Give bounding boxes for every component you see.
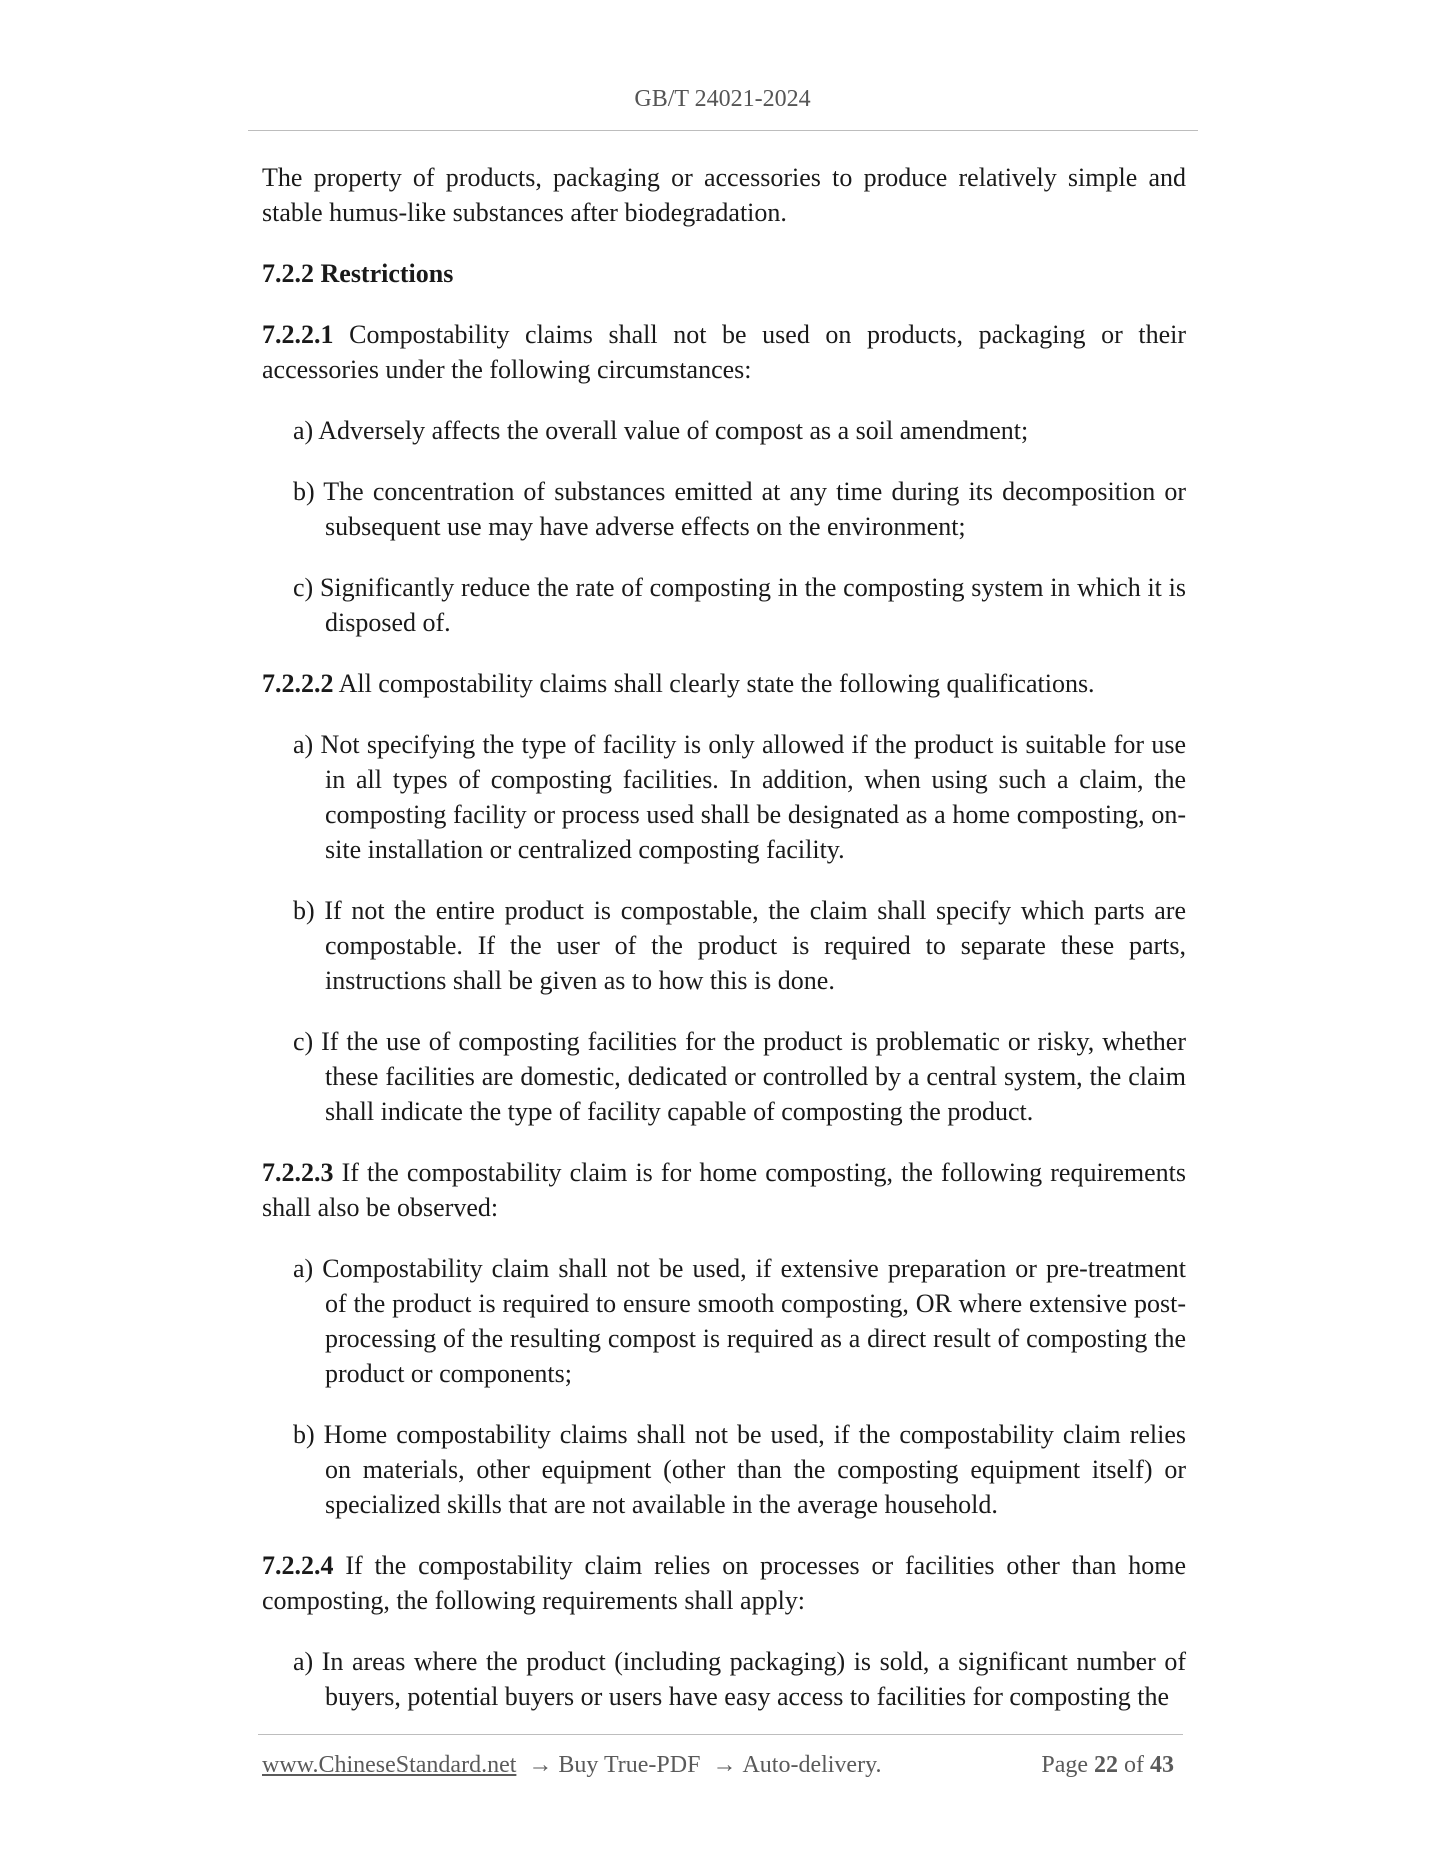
footer-divider — [258, 1734, 1183, 1735]
clause-number: 7.2.2.1 — [262, 320, 334, 349]
page-indicator — [1041, 1752, 1180, 1779]
clause-number: 7.2.2.4 — [262, 1551, 334, 1580]
clause-7-2-2-3 — [262, 1155, 1186, 1225]
list-item: a) Compostability claim shall not be used, if extensive preparation or pre-treatment of the product is required to ensure smooth composting, OR where extensive post-processing of the resulting compost is required as a direct result of composting the product or components; — [293, 1254, 1186, 1388]
clause-text: All compostability claims shall clearly state the following qualifications. — [333, 669, 1095, 698]
buy-text: Buy True-PDF — [558, 1752, 701, 1778]
header-standard-number: GB/T 24021-2024 — [634, 86, 811, 112]
list-item: a) Adversely affects the overall value of compost as a soil amendment; — [293, 416, 1029, 445]
list-item: b) The concentration of substances emitted at any time during its decomposition or subsequent use may have adverse effects on the environment; — [293, 477, 1186, 541]
list-item: c) Significantly reduce the rate of composting in the composting system in which it is disposed of. — [293, 573, 1186, 637]
clause-7-2-2-2 — [262, 666, 1186, 701]
clause-number: 7.2.2.3 — [262, 1158, 334, 1187]
page-label: Page — [1041, 1752, 1088, 1778]
page-number: 22 — [1094, 1752, 1118, 1778]
clause-text: If the compostability claim relies on processes or facilities other than home composting, the following requirements shall apply: — [262, 1551, 1186, 1615]
of-label: of — [1124, 1752, 1144, 1778]
arrow-right-icon: → — [712, 1752, 737, 1778]
list-item: a) In areas where the product (including packaging) is sold, a significant number of buyers, potential buyers or users have easy access to facilities for composting the — [293, 1647, 1186, 1711]
intro-paragraph: The property of products, packaging or accessories to produce relatively simple and stable humus-like substances after biodegradation. — [262, 163, 1186, 227]
list-item: b) Home compostability claims shall not be used, if the compostability claim relies on materials, other equipment (other than the composting equipment itself) or specialized skills that are not available in the average household. — [293, 1420, 1186, 1519]
list-item: a) Not specifying the type of facility is only allowed if the product is suitable for use in all types of composting facilities. In addition, when using such a claim, the composting facility or process used shall be designated as a home composting, on-site installation or centralized composting facility. — [293, 730, 1186, 864]
list-item: c) If the use of composting facilities for the product is problematic or risky, whether these facilities are domestic, dedicated or controlled by a central system, the claim shall indicate the type of facility capable of composting the product. — [293, 1027, 1186, 1126]
page-total: 43 — [1150, 1752, 1174, 1778]
delivery-text: Auto-delivery. — [742, 1752, 882, 1778]
list-item: b) If not the entire product is compostable, the claim shall specify which parts are compostable. If the user of the product is required to separate these parts, instructions shall be given as to how this is done. — [293, 896, 1186, 995]
clause-number: 7.2.2.2 — [262, 669, 334, 698]
website-link[interactable]: www.ChineseStandard.net — [262, 1752, 517, 1778]
clause-7-2-2-4 — [262, 1548, 1186, 1618]
section-heading: 7.2.2 Restrictions — [262, 259, 454, 288]
arrow-right-icon: → — [528, 1752, 553, 1778]
header-divider — [248, 130, 1198, 131]
clause-text: If the compostability claim is for home composting, the following requirements shall also be observed: — [262, 1158, 1186, 1222]
footer-promo — [262, 1752, 882, 1779]
page-content — [262, 160, 1186, 1740]
clause-7-2-2-1 — [262, 317, 1186, 387]
clause-text: Compostability claims shall not be used on products, packaging or their accessories under the following circumstances: — [262, 320, 1186, 384]
